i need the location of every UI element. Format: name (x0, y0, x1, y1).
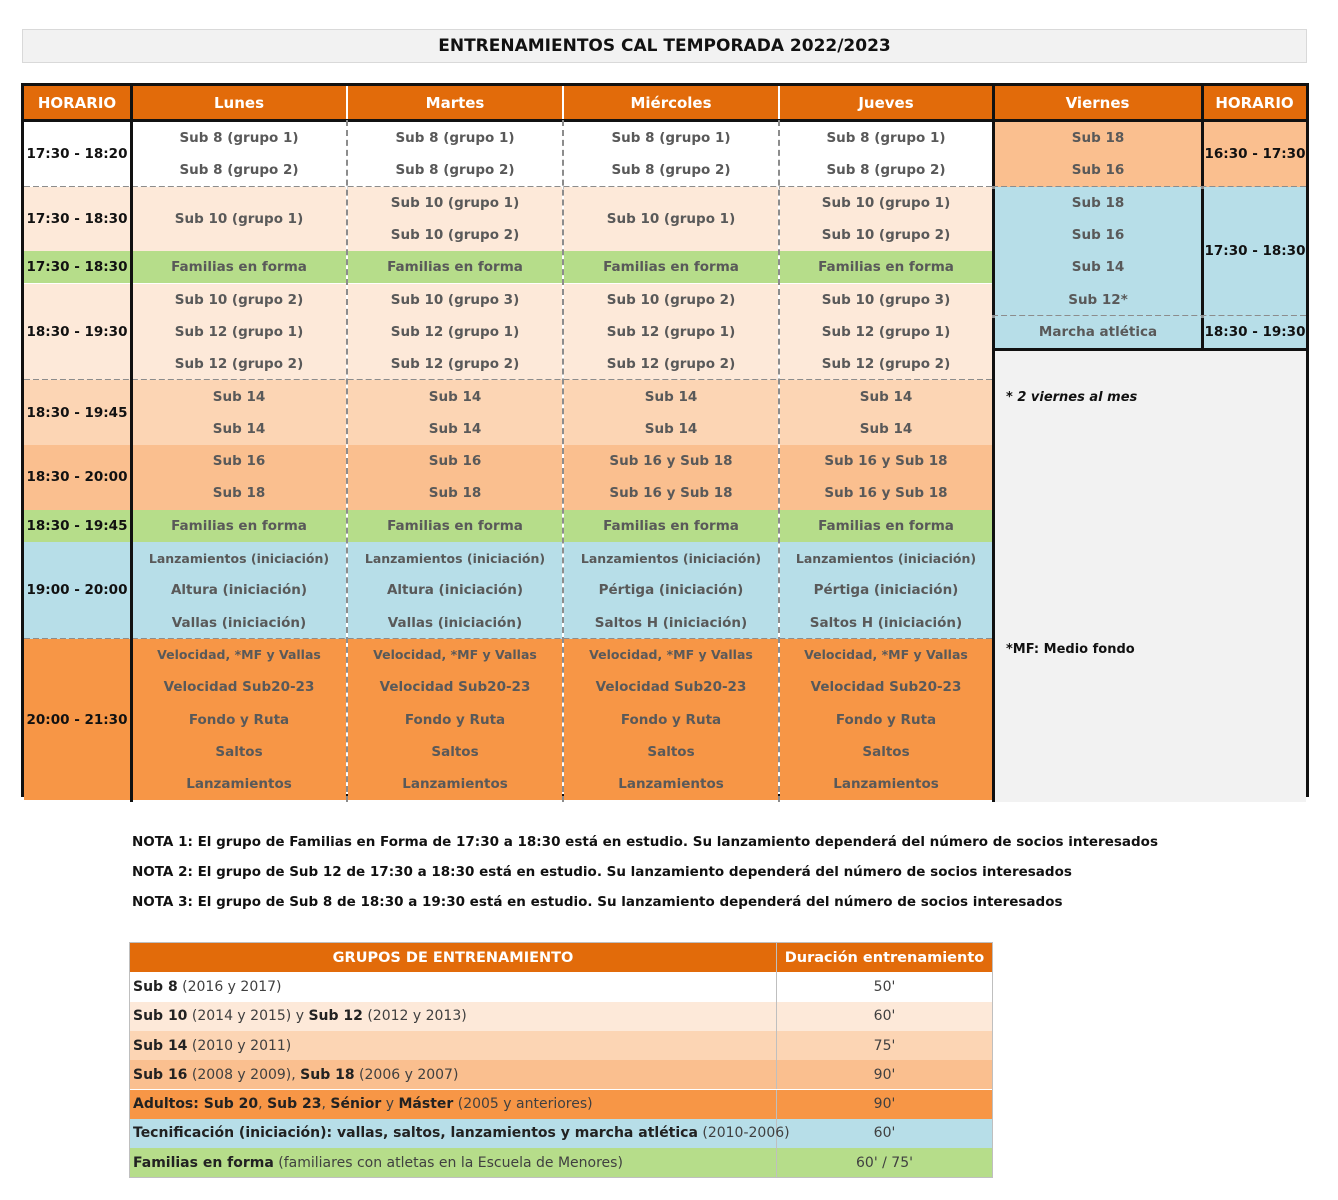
day-cell-jueves (780, 284, 992, 381)
group-duration: 50' (873, 978, 896, 995)
day-cell-miercoles (564, 251, 778, 283)
session-item: Sub 12 (grupo 1) (390, 323, 520, 340)
session-item: Sub 14 (859, 420, 913, 437)
header-2: Lunes (132, 86, 346, 119)
friday-session: Sub 12* (1068, 291, 1128, 308)
session-item: Sub 10 (grupo 2) (174, 291, 304, 308)
day-cell-martes (348, 284, 562, 381)
session-item: Sub 16 (428, 453, 482, 470)
note-2: NOTA 2: El grupo de Sub 12 de 17:30 a 18:30 está en estudio. Su lanzamiento dependerá del número de socios interesados (132, 864, 1072, 880)
note-3: NOTA 3: El grupo de Sub 8 de 18:30 a 19:30 está en estudio. Su lanzamiento dependerá del número de socios interesados (132, 894, 1063, 910)
session-item: Altura (iniciación) (386, 582, 524, 599)
session-item: Sub 10 (grupo 1) (606, 210, 736, 227)
day-cell-miercoles (564, 510, 778, 542)
session-item: Familias en forma (818, 517, 954, 534)
session-item: Velocidad, *MF y Vallas (157, 647, 321, 663)
group-name-part: Familias en forma (133, 1154, 274, 1171)
session-item: Sub 18 (428, 485, 482, 502)
day-cell-lunes (132, 251, 346, 283)
session-item: Sub 14 (859, 388, 913, 405)
day-cell-martes (348, 380, 562, 445)
session-item: Velocidad Sub20-23 (163, 679, 315, 696)
group-name-part: (2008 y 2009), (187, 1066, 301, 1083)
group-name (130, 972, 777, 1001)
session-item: Sub 8 (grupo 1) (826, 130, 946, 147)
day-cell-lunes (132, 542, 346, 639)
day-cell-martes (348, 445, 562, 510)
session-item: Sub 10 (grupo 3) (821, 291, 951, 308)
session-item: Lanzamientos (iniciación) (148, 550, 330, 566)
session-item: Sub 8 (grupo 1) (179, 130, 299, 147)
group-duration: 90' (873, 1096, 896, 1113)
group-name (130, 1060, 777, 1089)
group-name-part: Sub 12 (308, 1008, 363, 1025)
friday-session: Sub 18 (1071, 194, 1125, 211)
group-row (130, 1090, 992, 1119)
session-item: Sub 10 (grupo 2) (390, 227, 520, 244)
group-name (130, 1119, 790, 1148)
day-cell-miercoles (564, 380, 778, 445)
session-item: Sub 8 (grupo 1) (395, 130, 515, 147)
session-item: Familias en forma (818, 259, 954, 276)
session-item: Sub 14 (428, 388, 482, 405)
group-name-part: Tecnificación (iniciación): vallas, saltos, lanzamientos y marcha atlética (133, 1125, 698, 1142)
session-item: Velocidad, *MF y Vallas (589, 647, 753, 663)
day-cell-jueves (780, 380, 992, 445)
day-cell-lunes (132, 639, 346, 801)
time-slot: 17:30 - 18:30 (24, 187, 130, 252)
day-cell-lunes (132, 510, 346, 542)
session-item: Sub 18 (212, 485, 266, 502)
day-cell-miercoles (564, 284, 778, 381)
group-duration: 60' / 75' (856, 1154, 913, 1171)
group-name-part: Sub 18 (300, 1066, 355, 1083)
session-item: Fondo y Ruta (188, 711, 290, 728)
time-slot: 20:00 - 21:30 (24, 639, 130, 801)
day-cell-jueves (780, 187, 992, 252)
session-item: Velocidad Sub20-23 (379, 679, 531, 696)
friday-time-slot: 18:30 - 19:30 (1204, 316, 1306, 348)
day-cell-martes (348, 510, 562, 542)
day-cell-jueves (780, 639, 992, 801)
session-item: Familias en forma (171, 259, 307, 276)
day-cell-miercoles (564, 187, 778, 252)
groups-table (129, 942, 993, 1178)
group-name-part: y (381, 1096, 399, 1113)
session-item: Familias en forma (387, 259, 523, 276)
session-item: Sub 10 (grupo 3) (390, 291, 520, 308)
session-item: Sub 8 (grupo 1) (611, 130, 731, 147)
col-divider-day (562, 120, 564, 802)
session-item: Saltos H (iniciación) (809, 614, 963, 631)
group-duration: 75' (873, 1037, 896, 1054)
group-row (130, 972, 992, 1001)
day-cell-martes (348, 251, 562, 283)
session-item: Sub 14 (644, 388, 698, 405)
session-item: Lanzamientos (iniciación) (580, 550, 762, 566)
duration-header: Duración entrenamiento (784, 949, 985, 966)
session-item: Saltos H (iniciación) (594, 614, 748, 631)
session-item: Lanzamientos (833, 776, 939, 793)
group-name-part: (2016 y 2017) (177, 978, 282, 995)
day-cell-lunes (132, 380, 346, 445)
session-item: Lanzamientos (402, 776, 508, 793)
header-5: Jueves (780, 86, 992, 119)
session-item: Sub 12 (grupo 2) (174, 356, 304, 373)
day-cell-jueves (780, 510, 992, 542)
day-cell-lunes (132, 187, 346, 252)
session-item: Velocidad, *MF y Vallas (804, 647, 968, 663)
group-name-part: , (258, 1096, 268, 1113)
group-name-part: Sénior (330, 1096, 382, 1113)
group-row (130, 1031, 992, 1060)
session-item: Familias en forma (603, 517, 739, 534)
group-row (130, 1119, 992, 1148)
day-cell-jueves (780, 542, 992, 639)
group-name-part: Sub 23 (267, 1096, 322, 1113)
session-item: Sub 12 (grupo 1) (174, 323, 304, 340)
session-item: Vallas (iniciación) (387, 614, 523, 631)
session-item: Saltos (862, 743, 910, 760)
session-item: Sub 10 (grupo 1) (390, 194, 520, 211)
col-divider-day (346, 120, 348, 802)
day-cell-lunes (132, 445, 346, 510)
day-cell-miercoles (564, 445, 778, 510)
group-name (130, 1090, 777, 1119)
group-duration: 60' (873, 1125, 896, 1142)
session-item: Fondo y Ruta (404, 711, 506, 728)
session-item: Sub 12 (grupo 2) (390, 356, 520, 373)
group-name (130, 1002, 777, 1031)
group-name-part: (2006 y 2007) (354, 1066, 459, 1083)
friday-session: Sub 14 (1071, 259, 1125, 276)
group-name-part: (2005 y anteriores) (453, 1096, 593, 1113)
time-slot: 18:30 - 19:45 (24, 380, 130, 445)
session-item: Vallas (iniciación) (171, 614, 307, 631)
session-item: Sub 10 (grupo 2) (606, 291, 736, 308)
session-item: Sub 8 (grupo 2) (826, 162, 946, 179)
session-item: Sub 12 (grupo 1) (606, 323, 736, 340)
session-item: Sub 10 (grupo 1) (174, 210, 304, 227)
group-name-part: (2012 y 2013) (362, 1008, 467, 1025)
session-item: Velocidad Sub20-23 (595, 679, 747, 696)
group-name-part: Sub 16 (133, 1066, 188, 1083)
friday-note-1: * 2 viernes al mes (1006, 389, 1138, 405)
note-1: NOTA 1: El grupo de Familias en Forma de 17:30 a 18:30 está en estudio. Su lanzamiento dependerá del número de socios interesados (132, 834, 1158, 850)
group-name (130, 1031, 777, 1060)
friday-session: Sub 18 (1071, 130, 1125, 147)
col-divider-time (130, 86, 133, 802)
header-1: HORARIO (24, 86, 130, 119)
group-duration: 90' (873, 1066, 896, 1083)
day-cell-martes (348, 122, 562, 187)
header-4: Miércoles (564, 86, 778, 119)
day-cell-miercoles (564, 639, 778, 801)
session-item: Sub 12 (grupo 2) (821, 356, 951, 373)
session-item: Sub 8 (grupo 2) (179, 162, 299, 179)
day-cell-lunes (132, 284, 346, 381)
day-cell-martes (348, 542, 562, 639)
time-slot: 18:30 - 20:00 (24, 445, 130, 510)
session-item: Sub 14 (212, 388, 266, 405)
session-item: Sub 12 (grupo 2) (606, 356, 736, 373)
session-item: Saltos (215, 743, 263, 760)
session-item: Lanzamientos (186, 776, 292, 793)
session-item: Sub 12 (grupo 1) (821, 323, 951, 340)
session-item: Lanzamientos (618, 776, 724, 793)
group-duration: 60' (873, 1008, 896, 1025)
session-item: Sub 14 (212, 420, 266, 437)
schedule-table (21, 83, 1309, 797)
group-row (130, 1148, 992, 1177)
session-item: Fondo y Ruta (835, 711, 937, 728)
page-title: ENTRENAMIENTOS CAL TEMPORADA 2022/2023 (22, 29, 1307, 63)
group-name-part: (2010 y 2011) (187, 1037, 292, 1054)
session-item: Sub 16 y Sub 18 (824, 453, 948, 470)
session-item: Sub 10 (grupo 2) (821, 227, 951, 244)
header-3: Martes (348, 86, 562, 119)
session-item: Sub 8 (grupo 2) (611, 162, 731, 179)
group-name-part: Máster (398, 1096, 454, 1113)
session-item: Sub 10 (grupo 1) (821, 194, 951, 211)
friday-cell (995, 122, 1201, 187)
group-name-part: Sub 14 (133, 1037, 188, 1054)
friday-note-2: *MF: Medio fondo (1006, 641, 1135, 657)
friday-session: Sub 16 (1071, 227, 1125, 244)
group-name-part: (familiares con atletas en la Escuela de Menores) (273, 1154, 623, 1171)
col-divider-day (778, 120, 780, 802)
session-item: Sub 8 (grupo 2) (395, 162, 515, 179)
friday-session: Sub 16 (1071, 162, 1125, 179)
friday-time-slot: 16:30 - 17:30 (1204, 122, 1306, 187)
time-slot: 18:30 - 19:45 (24, 510, 130, 542)
day-cell-miercoles (564, 542, 778, 639)
session-item: Lanzamientos (iniciación) (364, 550, 546, 566)
session-item: Pértiga (iniciación) (598, 582, 744, 599)
group-name-part: , (321, 1096, 331, 1113)
header-7: HORARIO (1203, 86, 1306, 119)
group-row (130, 1060, 992, 1089)
day-cell-lunes (132, 122, 346, 187)
session-item: Saltos (647, 743, 695, 760)
group-header: GRUPOS DE ENTRENAMIENTO (130, 943, 777, 972)
header-6: Viernes (994, 86, 1201, 119)
group-name-part: Sub 10 (133, 1008, 188, 1025)
time-slot: 18:30 - 19:30 (24, 284, 130, 381)
session-item: Sub 14 (644, 420, 698, 437)
group-name-part: Sub 8 (133, 978, 178, 995)
session-item: Familias en forma (171, 517, 307, 534)
day-cell-miercoles (564, 122, 778, 187)
day-cell-jueves (780, 445, 992, 510)
session-item: Fondo y Ruta (620, 711, 722, 728)
friday-session: Marcha atlética (1038, 323, 1158, 340)
day-cell-martes (348, 187, 562, 252)
group-name (130, 1148, 777, 1177)
day-cell-jueves (780, 122, 992, 187)
group-name-part: (2014 y 2015) y (187, 1008, 309, 1025)
group-name-part: (2010-2006) (697, 1125, 790, 1142)
session-item: Sub 16 y Sub 18 (824, 485, 948, 502)
friday-time-slot: 17:30 - 18:30 (1204, 187, 1306, 316)
group-row (130, 1002, 992, 1031)
session-item: Sub 16 y Sub 18 (609, 453, 733, 470)
time-slot: 17:30 - 18:20 (24, 122, 130, 187)
day-cell-martes (348, 639, 562, 801)
friday-cell (995, 316, 1201, 348)
session-item: Velocidad Sub20-23 (810, 679, 962, 696)
day-cell-jueves (780, 251, 992, 283)
groups-header (130, 943, 992, 972)
session-item: Velocidad, *MF y Vallas (373, 647, 537, 663)
session-item: Familias en forma (387, 517, 523, 534)
session-item: Lanzamientos (iniciación) (795, 550, 977, 566)
friday-cell (995, 187, 1201, 316)
session-item: Familias en forma (603, 259, 739, 276)
session-item: Pértiga (iniciación) (813, 582, 959, 599)
session-item: Sub 16 (212, 453, 266, 470)
session-item: Sub 14 (428, 420, 482, 437)
session-item: Altura (iniciación) (170, 582, 308, 599)
time-slot: 19:00 - 20:00 (24, 542, 130, 639)
time-slot: 17:30 - 18:30 (24, 251, 130, 283)
friday-notes-area (995, 351, 1306, 802)
session-item: Sub 16 y Sub 18 (609, 485, 733, 502)
session-item: Saltos (431, 743, 479, 760)
group-name-part: Adultos: Sub 20 (133, 1096, 259, 1113)
